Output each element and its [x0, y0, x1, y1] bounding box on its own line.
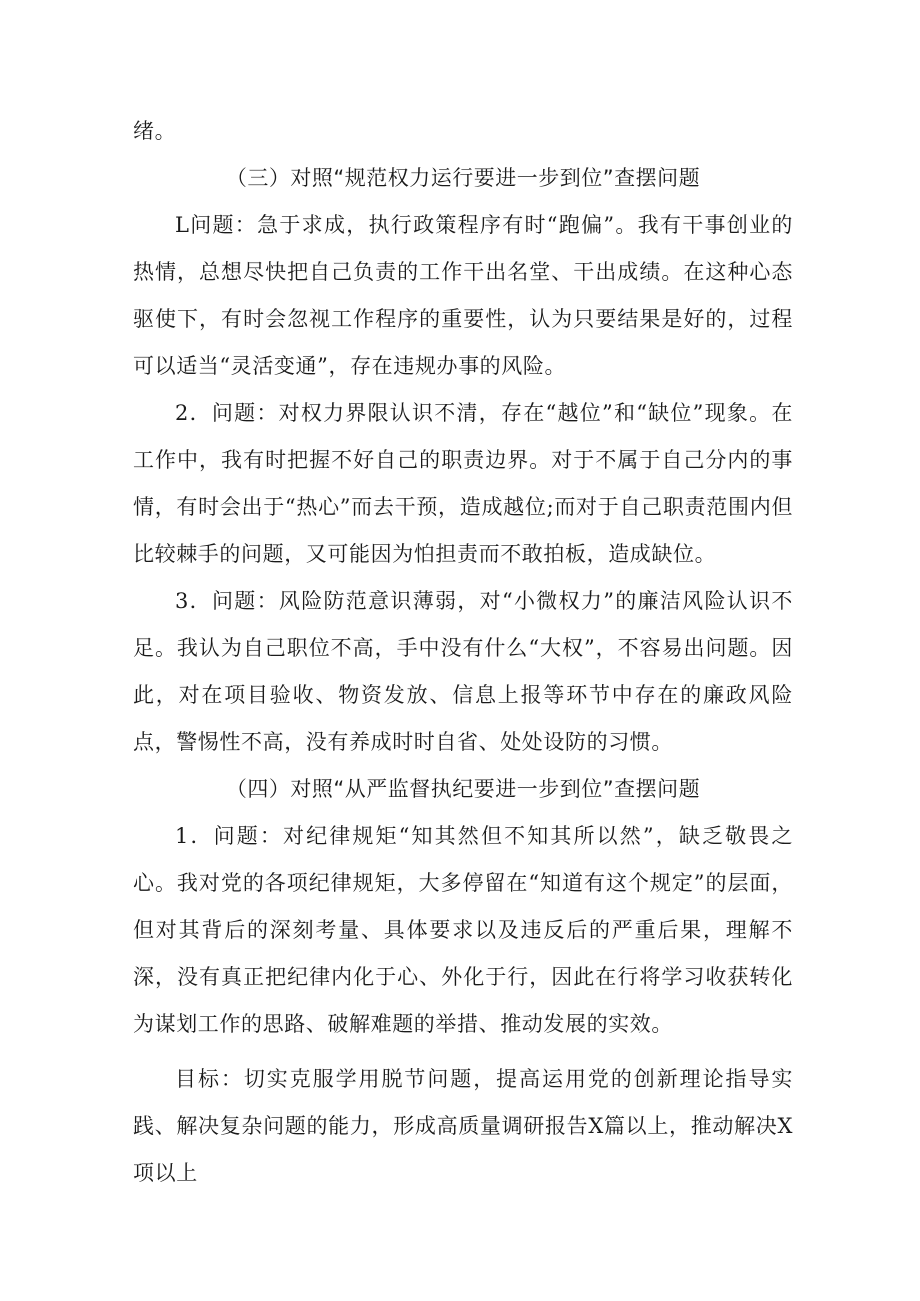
goal-paragraph: 目标：切实克服学用脱节问题，提高运用党的创新理论指导实践、解决复杂问题的能力，形成高质量调研报告X篇以上，推动解决X项以上 — [133, 1067, 793, 1185]
paragraph-4-1: 1．问题：对纪律规矩“知其然但不知其所以然”，缺乏敬畏之心。我对党的各项纪律规矩，大多停留在“知道有这个规定”的层面，但对其背后的深刻考量、具体要求以及违反后的严重后果，理解不深，没有真正把纪律内化于心、外化于行，因此在行将学习收获转化为谋划工作的思路、破解难题的举措、推动发展的实效。 — [133, 824, 793, 1036]
continuation-text: 绪。 — [133, 119, 177, 143]
paragraph-3-3: 3．问题：风险防范意识薄弱，对“小微权力”的廉洁风险认识不足。我认为自己职位不高，手中没有什么“大权”，不容易出问题。因此，对在项目验收、物资发放、信息上报等环节中存在的廉政风险点，警惕性不高，没有养成时时自省、处处设防的习惯。 — [133, 589, 793, 754]
section-heading-3: （三）对照“规范权力运行要进一步到位”查摆问题 — [225, 166, 701, 190]
paragraph-3-1: L问题：急于求成，执行政策程序有时“跑偏”。我有干事创业的热情，总想尽快把自己负责的工作干出名堂、干出成绩。在这种心态驱使下，有时会忽视工作程序的重要性，认为只要结果是好的，过程可以适当“灵活变通”，存在违规办事的风险。 — [133, 213, 793, 378]
section-heading-4: （四）对照“从严监督执纪要进一步到位”查摆问题 — [225, 777, 701, 801]
document-body — [133, 108, 793, 1197]
paragraph-3-2: 2．问题：对权力界限认识不清，存在“越位”和“缺位”现象。在工作中，我有时把握不好自己的职责边界。对于不属于自己分内的事情，有时会出于“热心”而去干预，造成越位;而对于自己职责范围内但比较棘手的问题，又可能因为怕担责而不敢拍板，造成缺位。 — [133, 401, 793, 566]
